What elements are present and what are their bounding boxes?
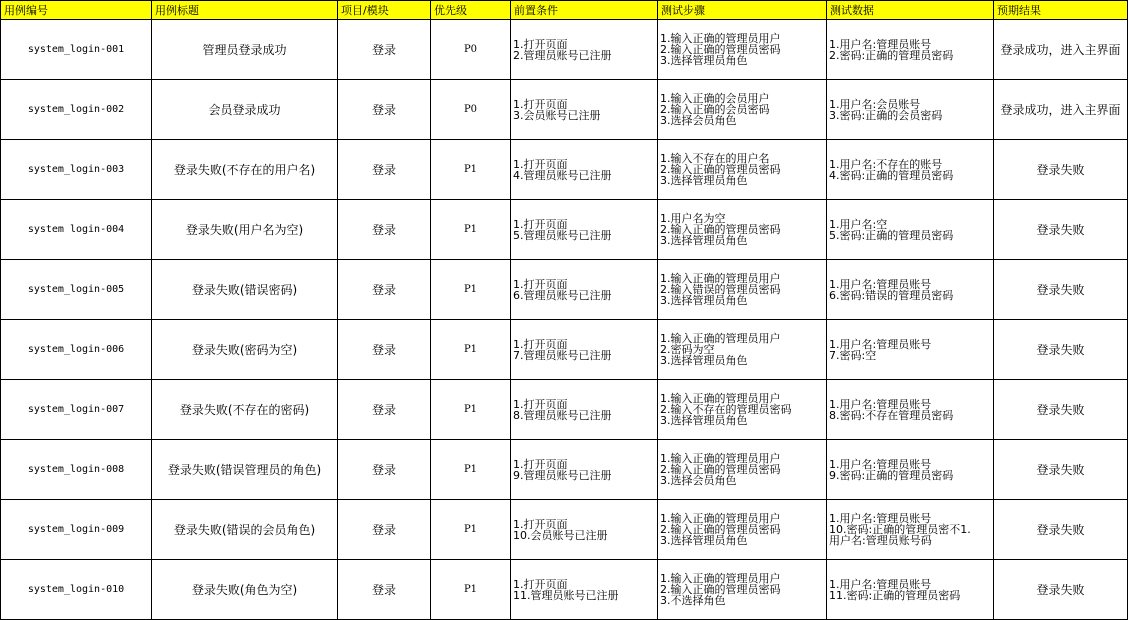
cell-case-id[interactable]: system_login-010 bbox=[1, 560, 152, 620]
cell-expected-result[interactable]: 登录失败 bbox=[994, 500, 1128, 560]
cell-precondition[interactable] bbox=[511, 200, 658, 260]
cell-case-id[interactable]: system login-004 bbox=[1, 200, 152, 260]
cell-test-data-line: 1.用户名:管理员账号 bbox=[829, 337, 932, 351]
header-test-steps[interactable]: 测试步骤 bbox=[658, 1, 827, 20]
cell-priority[interactable]: P0 bbox=[431, 20, 511, 80]
cell-precondition-line: 9.管理员账号已注册 bbox=[513, 468, 612, 482]
cell-test-data-line: 5.密码:正确的管理员密码 bbox=[829, 228, 954, 242]
table-row bbox=[1, 80, 1128, 140]
cell-test-steps-line: 3.不选择角色 bbox=[660, 594, 726, 607]
cell-test-steps[interactable] bbox=[658, 320, 827, 380]
cell-case-id[interactable]: system_login-009 bbox=[1, 500, 152, 560]
cell-test-steps-line: 2.密码为空 bbox=[660, 343, 715, 356]
cell-case-title[interactable]: 登录失败(用户名为空) bbox=[152, 200, 338, 260]
cell-test-data-line: 8.密码:不存在管理员密码 bbox=[829, 408, 954, 422]
cell-precondition[interactable] bbox=[511, 560, 658, 620]
cell-test-steps[interactable] bbox=[658, 440, 827, 500]
cell-test-steps-line: 2.输入正确的会员密码 bbox=[660, 103, 770, 116]
cell-test-data-line: 1.用户名:管理员账号 bbox=[829, 577, 932, 591]
cell-case-title[interactable]: 登录失败(角色为空) bbox=[152, 560, 338, 620]
cell-test-data-line: 3.密码:正确的会员密码 bbox=[829, 108, 943, 122]
cell-expected-result[interactable]: 登录失败 bbox=[994, 560, 1128, 620]
cell-precondition-line: 1.打开页面 bbox=[513, 457, 568, 471]
table-row bbox=[1, 140, 1128, 200]
cell-priority[interactable]: P1 bbox=[431, 500, 511, 560]
cell-test-data-line: 1.用户名:空 bbox=[829, 217, 888, 231]
cell-precondition-line: 1.打开页面 bbox=[513, 577, 568, 591]
header-priority[interactable]: 优先级 bbox=[431, 1, 511, 20]
cell-case-title[interactable]: 会员登录成功 bbox=[152, 80, 338, 140]
cell-module[interactable]: 登录 bbox=[338, 320, 431, 380]
cell-module[interactable]: 登录 bbox=[338, 560, 431, 620]
header-row bbox=[1, 1, 1128, 20]
cell-case-id[interactable]: system_login-002 bbox=[1, 80, 152, 140]
cell-test-data[interactable] bbox=[827, 20, 994, 80]
cell-test-steps-line: 1.输入正确的管理员用户 bbox=[660, 512, 781, 525]
cell-precondition-line: 1.打开页面 bbox=[513, 217, 568, 231]
cell-test-steps-line: 1.输入不存在的用户名 bbox=[660, 152, 770, 165]
cell-module[interactable]: 登录 bbox=[338, 380, 431, 440]
cell-test-steps-line: 2.输入正确的管理员密码 bbox=[660, 163, 781, 176]
cell-test-steps[interactable] bbox=[658, 260, 827, 320]
cell-test-data[interactable] bbox=[827, 260, 994, 320]
cell-test-steps-line: 3.选择管理员角色 bbox=[660, 354, 748, 367]
cell-case-id[interactable]: system_login-005 bbox=[1, 260, 152, 320]
header-precondition[interactable]: 前置条件 bbox=[511, 1, 658, 20]
cell-test-data-line: 7.密码:空 bbox=[829, 348, 877, 362]
cell-case-title[interactable]: 登录失败(错误的会员角色) bbox=[152, 500, 338, 560]
cell-test-steps-line: 3.选择会员角色 bbox=[660, 474, 737, 487]
cell-module[interactable]: 登录 bbox=[338, 20, 431, 80]
cell-precondition[interactable] bbox=[511, 260, 658, 320]
cell-case-title[interactable]: 登录失败(错误密码) bbox=[152, 260, 338, 320]
cell-test-steps[interactable] bbox=[658, 200, 827, 260]
cell-priority[interactable]: P1 bbox=[431, 320, 511, 380]
cell-precondition[interactable] bbox=[511, 20, 658, 80]
cell-priority[interactable]: P1 bbox=[431, 560, 511, 620]
cell-module[interactable]: 登录 bbox=[338, 80, 431, 140]
cell-test-steps-line: 1.输入正确的管理员用户 bbox=[660, 392, 781, 405]
cell-test-steps[interactable] bbox=[658, 20, 827, 80]
cell-test-steps-line: 3.选择会员角色 bbox=[660, 114, 737, 127]
cell-precondition-line: 1.打开页面 bbox=[513, 157, 568, 171]
cell-test-steps[interactable] bbox=[658, 80, 827, 140]
cell-precondition[interactable] bbox=[511, 440, 658, 500]
cell-test-data-line: 1.用户名:管理员账号 bbox=[829, 512, 932, 525]
cell-test-data-line: 6.密码:错误的管理员密码 bbox=[829, 288, 954, 302]
table-row bbox=[1, 560, 1128, 620]
table-row bbox=[1, 260, 1128, 320]
cell-test-data-line: 1.用户名:管理员账号 bbox=[829, 37, 932, 51]
cell-test-data-line: 10.密码:正确的管理员密不1. bbox=[829, 523, 971, 536]
cell-expected-result[interactable]: 登录成功，进入主界面 bbox=[994, 20, 1128, 80]
table-row bbox=[1, 500, 1128, 560]
cell-precondition-line: 8.管理员账号已注册 bbox=[513, 408, 612, 422]
table-row bbox=[1, 20, 1128, 80]
cell-test-data[interactable] bbox=[827, 560, 994, 620]
cell-priority[interactable]: P1 bbox=[431, 200, 511, 260]
cell-test-data-line: 用户名:管理员账号码 bbox=[829, 534, 932, 547]
cell-test-steps-line: 3.选择管理员角色 bbox=[660, 54, 748, 67]
cell-test-data-line: 2.密码:正确的管理员密码 bbox=[829, 48, 954, 62]
cell-module[interactable]: 登录 bbox=[338, 260, 431, 320]
cell-precondition-line: 10.会员账号已注册 bbox=[513, 528, 608, 542]
cell-precondition-line: 3.会员账号已注册 bbox=[513, 108, 601, 122]
cell-test-data-line: 11.密码:正确的管理员密码 bbox=[829, 588, 961, 602]
cell-test-steps-line: 2.输入正确的管理员密码 bbox=[660, 523, 781, 536]
cell-test-data-line: 1.用户名:管理员账号 bbox=[829, 397, 932, 411]
table-row bbox=[1, 380, 1128, 440]
cell-precondition-line: 2.管理员账号已注册 bbox=[513, 48, 612, 62]
cell-priority[interactable]: P1 bbox=[431, 440, 511, 500]
cell-test-data-line: 1.用户名:不存在的账号 bbox=[829, 157, 943, 171]
cell-case-id[interactable]: system_login-001 bbox=[1, 20, 152, 80]
cell-precondition-line: 1.打开页面 bbox=[513, 517, 568, 531]
cell-module[interactable]: 登录 bbox=[338, 440, 431, 500]
cell-test-steps-line: 1.输入正确的管理员用户 bbox=[660, 452, 781, 465]
cell-test-steps-line: 2.输入正确的管理员密码 bbox=[660, 223, 781, 236]
cell-expected-result[interactable]: 登录失败 bbox=[994, 380, 1128, 440]
cell-case-title[interactable]: 登录失败(密码为空) bbox=[152, 320, 338, 380]
cell-expected-result[interactable]: 登录失败 bbox=[994, 140, 1128, 200]
cell-expected-result[interactable]: 登录失败 bbox=[994, 440, 1128, 500]
cell-priority[interactable]: P0 bbox=[431, 80, 511, 140]
cell-case-title[interactable]: 登录失败(错误管理员的角色) bbox=[152, 440, 338, 500]
cell-module[interactable]: 登录 bbox=[338, 140, 431, 200]
cell-test-steps-line: 3.选择管理员角色 bbox=[660, 534, 748, 547]
cell-precondition-line: 7.管理员账号已注册 bbox=[513, 348, 612, 362]
cell-test-steps[interactable] bbox=[658, 380, 827, 440]
cell-test-data[interactable] bbox=[827, 440, 994, 500]
cell-test-steps-line: 2.输入不存在的管理员密码 bbox=[660, 403, 792, 416]
header-module[interactable]: 项目/模块 bbox=[338, 1, 431, 20]
cell-case-id[interactable]: system_login-003 bbox=[1, 140, 152, 200]
cell-precondition[interactable] bbox=[511, 80, 658, 140]
cell-precondition-line: 5.管理员账号已注册 bbox=[513, 228, 612, 242]
cell-test-steps-line: 1.输入正确的会员用户 bbox=[660, 92, 770, 105]
cell-test-data[interactable] bbox=[827, 380, 994, 440]
cell-case-id[interactable]: system_login-008 bbox=[1, 440, 152, 500]
cell-test-steps[interactable] bbox=[658, 140, 827, 200]
cell-precondition[interactable] bbox=[511, 500, 658, 560]
cell-precondition-line: 1.打开页面 bbox=[513, 397, 568, 411]
cell-expected-result[interactable]: 登录失败 bbox=[994, 260, 1128, 320]
cell-test-steps-line: 1.输入正确的管理员用户 bbox=[660, 572, 781, 585]
cell-case-title[interactable]: 登录失败(不存在的用户名) bbox=[152, 140, 338, 200]
cell-case-title[interactable]: 管理员登录成功 bbox=[152, 20, 338, 80]
header-case-id[interactable]: 用例编号 bbox=[1, 1, 152, 20]
table-row bbox=[1, 320, 1128, 380]
cell-test-steps[interactable] bbox=[658, 560, 827, 620]
cell-case-title[interactable]: 登录失败(不存在的密码) bbox=[152, 380, 338, 440]
cell-test-steps-line: 1.输入正确的管理员用户 bbox=[660, 272, 781, 285]
cell-precondition-line: 1.打开页面 bbox=[513, 37, 568, 51]
header-case-title[interactable]: 用例标题 bbox=[152, 1, 338, 20]
cell-test-data[interactable] bbox=[827, 320, 994, 380]
cell-test-steps-line: 3.选择管理员角色 bbox=[660, 294, 748, 307]
table-row bbox=[1, 440, 1128, 500]
cell-precondition-line: 1.打开页面 bbox=[513, 277, 568, 291]
cell-priority[interactable]: P1 bbox=[431, 140, 511, 200]
cell-test-data-line: 4.密码:正确的管理员密码 bbox=[829, 168, 954, 182]
cell-precondition[interactable] bbox=[511, 140, 658, 200]
cell-test-steps-line: 1.用户名为空 bbox=[660, 212, 726, 225]
cell-test-data-line: 1.用户名:管理员账号 bbox=[829, 277, 932, 291]
cell-expected-result[interactable]: 登录失败 bbox=[994, 200, 1128, 260]
cell-test-steps-line: 3.选择管理员角色 bbox=[660, 174, 748, 187]
cell-test-steps-line: 3.选择管理员角色 bbox=[660, 414, 748, 427]
cell-priority[interactable]: P1 bbox=[431, 260, 511, 320]
cell-precondition-line: 1.打开页面 bbox=[513, 337, 568, 351]
cell-test-data[interactable] bbox=[827, 500, 994, 560]
cell-precondition[interactable] bbox=[511, 380, 658, 440]
cell-test-steps-line: 2.输入错误的管理员密码 bbox=[660, 283, 781, 296]
cell-expected-result[interactable]: 登录成功，进入主界面 bbox=[994, 80, 1128, 140]
cell-test-data-line: 9.密码:正确的管理员密码 bbox=[829, 468, 954, 482]
cell-test-data[interactable] bbox=[827, 200, 994, 260]
cell-precondition-line: 1.打开页面 bbox=[513, 97, 568, 111]
cell-test-data[interactable] bbox=[827, 140, 994, 200]
cell-test-data-line: 1.用户名:会员账号 bbox=[829, 97, 921, 111]
cell-module[interactable]: 登录 bbox=[338, 500, 431, 560]
cell-precondition-line: 6.管理员账号已注册 bbox=[513, 288, 612, 302]
cell-test-steps-line: 1.输入正确的管理员用户 bbox=[660, 332, 781, 345]
cell-test-steps-line: 1.输入正确的管理员用户 bbox=[660, 32, 781, 45]
cell-priority[interactable]: P1 bbox=[431, 380, 511, 440]
cell-test-steps-line: 2.输入正确的管理员密码 bbox=[660, 583, 781, 596]
cell-test-steps[interactable] bbox=[658, 500, 827, 560]
cell-precondition[interactable] bbox=[511, 320, 658, 380]
cell-expected-result[interactable]: 登录失败 bbox=[994, 320, 1128, 380]
table-row bbox=[1, 200, 1128, 260]
header-test-data[interactable]: 测试数据 bbox=[827, 1, 994, 20]
cell-test-steps-line: 2.输入正确的管理员密码 bbox=[660, 463, 781, 476]
cell-precondition-line: 4.管理员账号已注册 bbox=[513, 168, 612, 182]
header-expected-result[interactable]: 预期结果 bbox=[994, 1, 1128, 20]
cell-module[interactable]: 登录 bbox=[338, 200, 431, 260]
cell-case-id[interactable]: system_login-006 bbox=[1, 320, 152, 380]
cell-test-steps-line: 2.输入正确的管理员密码 bbox=[660, 43, 781, 56]
cell-test-steps-line: 3.选择管理员角色 bbox=[660, 234, 748, 247]
cell-test-data[interactable] bbox=[827, 80, 994, 140]
cell-case-id[interactable]: system_login-007 bbox=[1, 380, 152, 440]
cell-test-data-line: 1.用户名:管理员账号 bbox=[829, 457, 932, 471]
cell-precondition-line: 11.管理员账号已注册 bbox=[513, 588, 619, 602]
table-body bbox=[1, 20, 1128, 620]
